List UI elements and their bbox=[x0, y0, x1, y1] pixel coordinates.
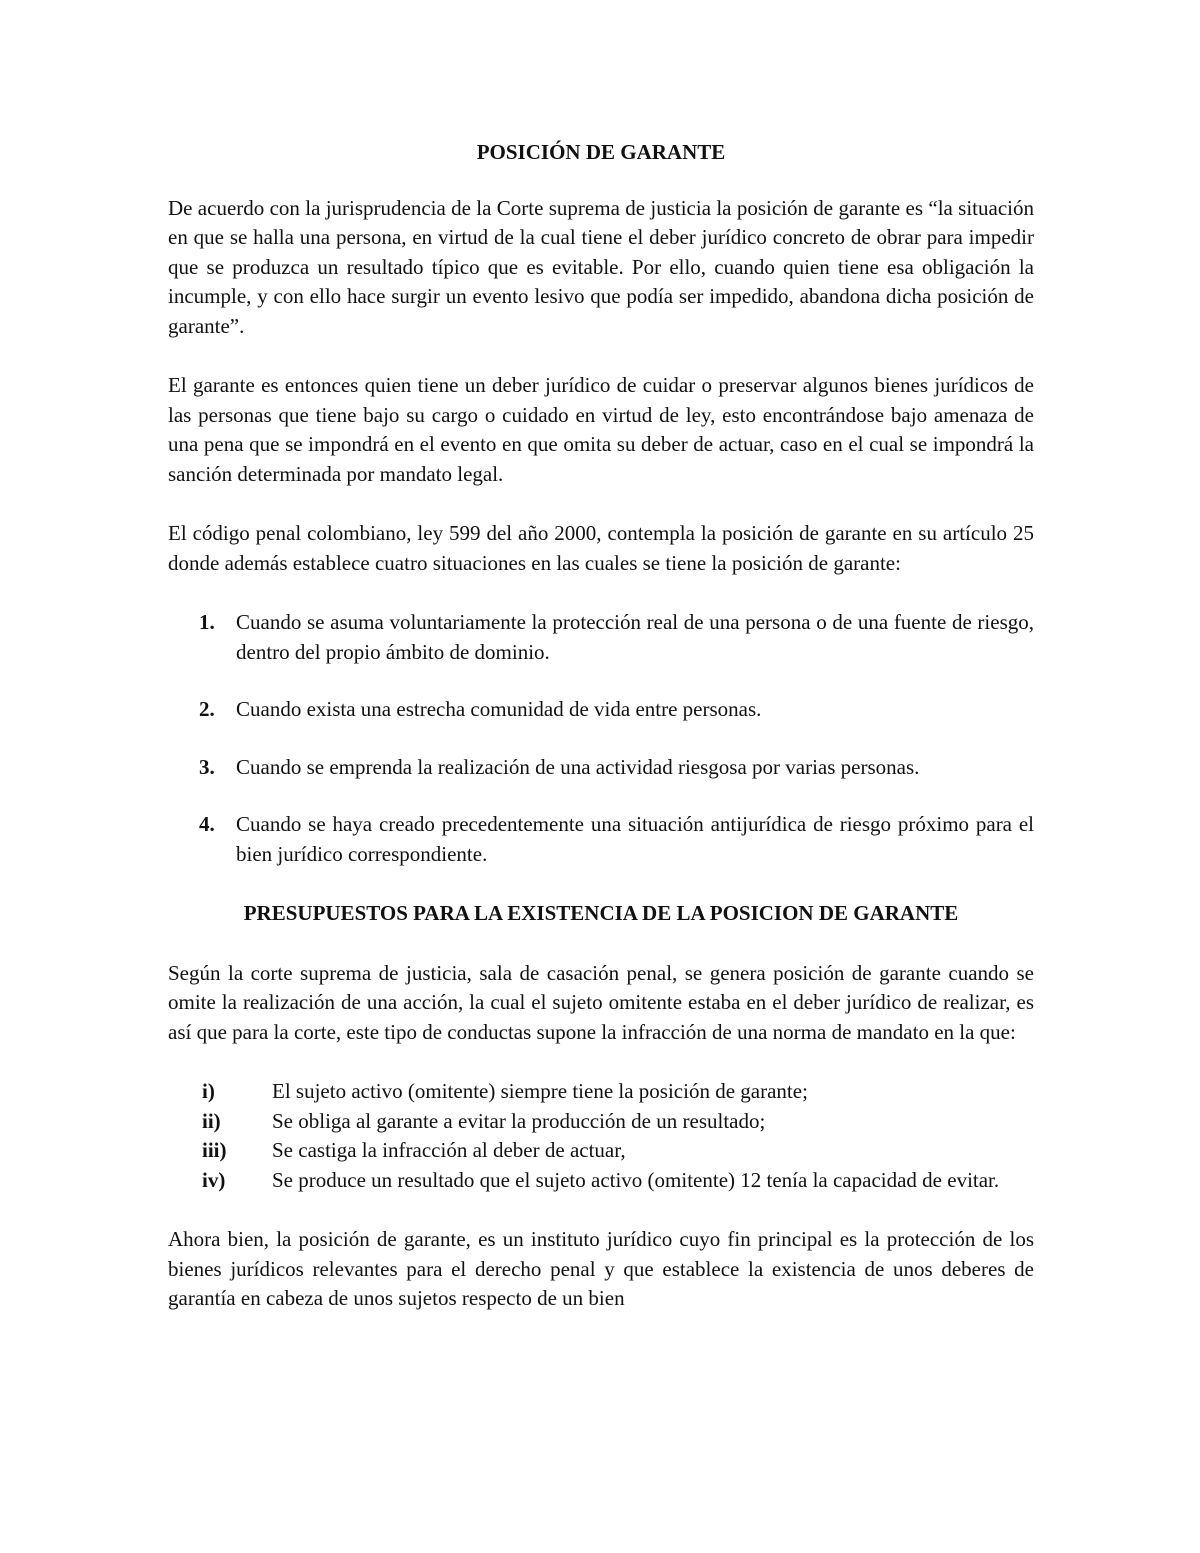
list-item bbox=[168, 695, 1034, 725]
list-item-number: 2. bbox=[199, 697, 215, 721]
list-item-number: 3. bbox=[199, 754, 215, 779]
list-item bbox=[168, 753, 1034, 783]
list-item bbox=[168, 1136, 1034, 1166]
list-item bbox=[168, 1166, 1034, 1196]
list-item-number: 4. bbox=[199, 812, 215, 836]
paragraph-closing: Ahora bien, la posición de garante, es un instituto jurídico cuyo fin principal es la protección de los bienes jurídicos relevantes para el derecho penal y que establece la existencia de unos deberes de garantía en cabeza de unos sujetos respecto de un bien bbox=[168, 1227, 1034, 1310]
list-item bbox=[168, 810, 1034, 869]
list-item-number: 1. bbox=[199, 610, 215, 634]
list-item-text: Cuando se emprenda la realización de una actividad riesgosa por varias personas. bbox=[236, 754, 920, 779]
section-heading: PRESUPUESTOS PARA LA EXISTENCIA DE LA POSICION DE GARANTE bbox=[243, 901, 959, 925]
list-item-text: Cuando se haya creado precedentemente una situación antijurídica de riesgo próximo para el bien jurídico correspondiente. bbox=[236, 812, 1034, 866]
list-item-text: El sujeto activo (omitente) siempre tiene la posición de garante; bbox=[272, 1079, 808, 1103]
paragraph-presupuestos: Según la corte suprema de justicia, sala de casación penal, se genera posición de garante cuando se omite la realización de una acción, la cual el sujeto omitente estaba en el deber jurídico de realizar, es así que para la corte, este tipo de conductas supone la infracción de una norma de mandato en la que: bbox=[168, 960, 1034, 1044]
paragraph-garante: El garante es entonces quien tiene un deber jurídico de cuidar o preservar algunos bienes jurídicos de las personas que tiene bajo su cargo o cuidado en virtud de ley, esto encontrándose bajo amenaza de una pena que se impondrá en el evento en que omita su deber de actuar, caso en el cual se impondrá la sanción determinada por mandato legal. bbox=[168, 373, 1034, 486]
list-item-text: Cuando se asuma voluntariamente la protección real de una persona o de una fuente de riesgo, dentro del propio ámbito de dominio. bbox=[236, 610, 1034, 664]
list-item bbox=[168, 1077, 1034, 1107]
paragraph-codigo-penal: El código penal colombiano, ley 599 del año 2000, contempla la posición de garante en su artículo 25 donde además establece cuatro situaciones en las cuales se tiene la posición de garante: bbox=[168, 521, 1034, 575]
list-item-text: Se produce un resultado que el sujeto activo (omitente) 12 tenía la capacidad de evitar. bbox=[272, 1167, 1000, 1192]
paragraph-definition: De acuerdo con la jurisprudencia de la Corte suprema de justicia la posición de garante es “la situación en que se halla una persona, en virtud de la cual tiene el deber jurídico concreto de obrar para impedir que se produzca un resultado típico que es evitable. Por ello, cuando quien tiene esa obligación la incumple, y con ello hace surgir un evento lesivo que podía ser impedido, abandona dicha posición de garante”. bbox=[168, 195, 1034, 338]
document-title: POSICIÓN DE GARANTE bbox=[476, 140, 726, 164]
presupuestos-list bbox=[168, 1077, 1034, 1195]
list-item bbox=[168, 1107, 1034, 1137]
document-page bbox=[168, 138, 1034, 1314]
list-item-text: Cuando exista una estrecha comunidad de vida entre personas. bbox=[236, 697, 762, 721]
list-item-number: ii) bbox=[202, 1108, 221, 1133]
list-item-number: iii) bbox=[202, 1138, 227, 1162]
list-item-number: iv) bbox=[202, 1167, 226, 1192]
conditions-list bbox=[168, 608, 1034, 869]
list-item bbox=[168, 608, 1034, 667]
list-item-text: Se obliga al garante a evitar la producción de un resultado; bbox=[272, 1108, 766, 1133]
list-item-number: i) bbox=[202, 1079, 215, 1103]
list-item-text: Se castiga la infracción al deber de actuar, bbox=[272, 1138, 626, 1162]
